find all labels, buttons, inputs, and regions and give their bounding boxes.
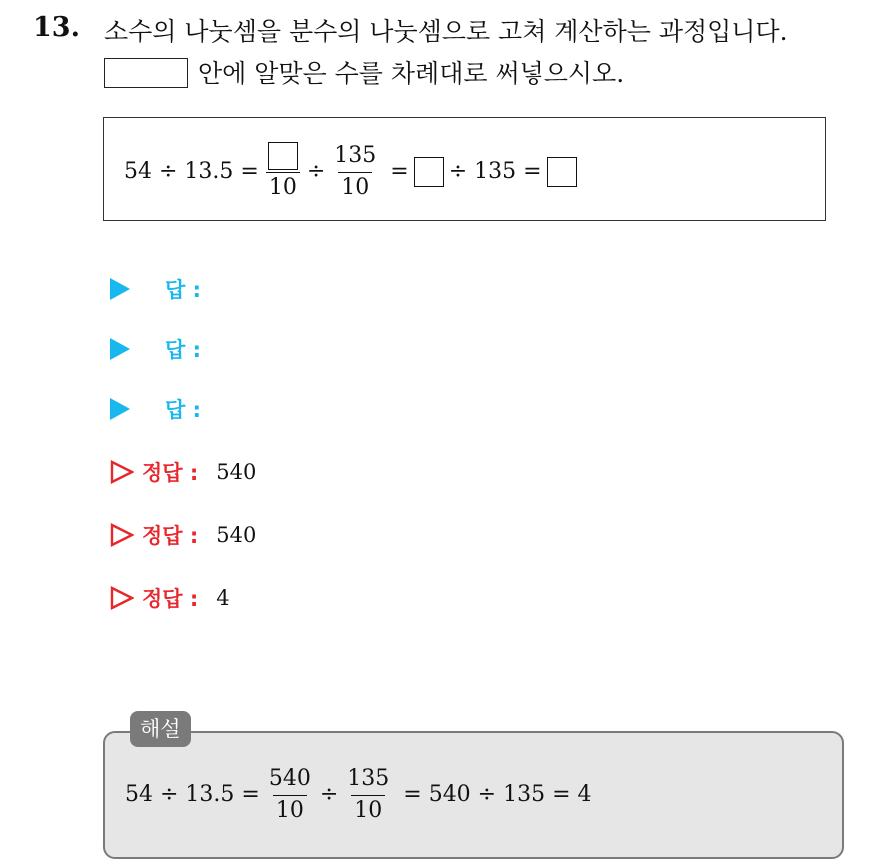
key-row-2 — [110, 520, 256, 550]
problem-frac2-den: 10 — [338, 172, 372, 203]
answer-row-3[interactable] — [110, 394, 201, 424]
explanation-frac1-den: 10 — [273, 795, 307, 826]
explanation-lhs: 54 ÷ 13.5 = — [125, 782, 260, 807]
problem-frac2-num: 135 — [334, 143, 377, 168]
explanation-div-1: ÷ — [319, 782, 339, 807]
explanation-fraction-2 — [344, 763, 392, 826]
explanation-rhs: = 540 ÷ 135 = 4 — [403, 782, 592, 807]
key-row-3 — [110, 583, 230, 613]
explanation-tag: 해설 — [130, 711, 191, 747]
question-line-2-wrap — [104, 54, 624, 90]
problem-div-2: ÷ 135 = — [448, 159, 542, 184]
problem-div-1: ÷ — [306, 159, 326, 184]
explanation-frac2-den: 10 — [351, 795, 385, 826]
question-number: 13. — [33, 12, 80, 43]
blank-box-3[interactable] — [547, 157, 577, 187]
answer-label: 답 : — [165, 278, 201, 302]
key-row-1 — [110, 457, 256, 487]
problem-box — [103, 117, 826, 221]
question-line-2: 안에 알맞은 수를 차례대로 써넣으시오. — [198, 59, 625, 88]
answer-row-2[interactable] — [110, 334, 201, 364]
explanation-frac2-num: 135 — [347, 766, 390, 791]
problem-equation — [124, 140, 577, 203]
filled-triangle-right-icon — [110, 278, 130, 300]
blank-box-2[interactable] — [414, 157, 444, 187]
explanation-fraction-1 — [266, 763, 314, 826]
blank-box-1[interactable] — [268, 142, 298, 170]
explanation-box — [103, 731, 844, 859]
problem-eq-2: = — [390, 159, 409, 184]
answer-row-1[interactable] — [110, 274, 201, 304]
key-value: 540 — [216, 523, 257, 547]
answer-blank-example — [104, 58, 188, 88]
key-label: 정답 : — [142, 461, 199, 485]
outline-triangle-right-icon — [110, 460, 134, 484]
filled-triangle-right-icon — [110, 398, 130, 420]
problem-fraction-2 — [331, 140, 379, 203]
explanation-frac1-num: 540 — [268, 766, 311, 791]
question-line-1: 소수의 나눗셈을 분수의 나눗셈으로 고쳐 계산하는 과정입니다. — [104, 17, 788, 46]
key-label: 정답 : — [142, 587, 199, 611]
key-value: 540 — [216, 460, 257, 484]
key-label: 정답 : — [142, 524, 199, 548]
answer-label: 답 : — [165, 338, 201, 362]
problem-frac1-den: 10 — [266, 172, 300, 203]
explanation-equation — [125, 763, 597, 826]
answer-label: 답 : — [165, 398, 201, 422]
outline-triangle-right-icon — [110, 523, 134, 547]
outline-triangle-right-icon — [110, 586, 134, 610]
problem-lhs: 54 ÷ 13.5 = — [124, 159, 259, 184]
filled-triangle-right-icon — [110, 338, 130, 360]
problem-fraction-1 — [265, 140, 301, 203]
key-value: 4 — [216, 586, 230, 610]
